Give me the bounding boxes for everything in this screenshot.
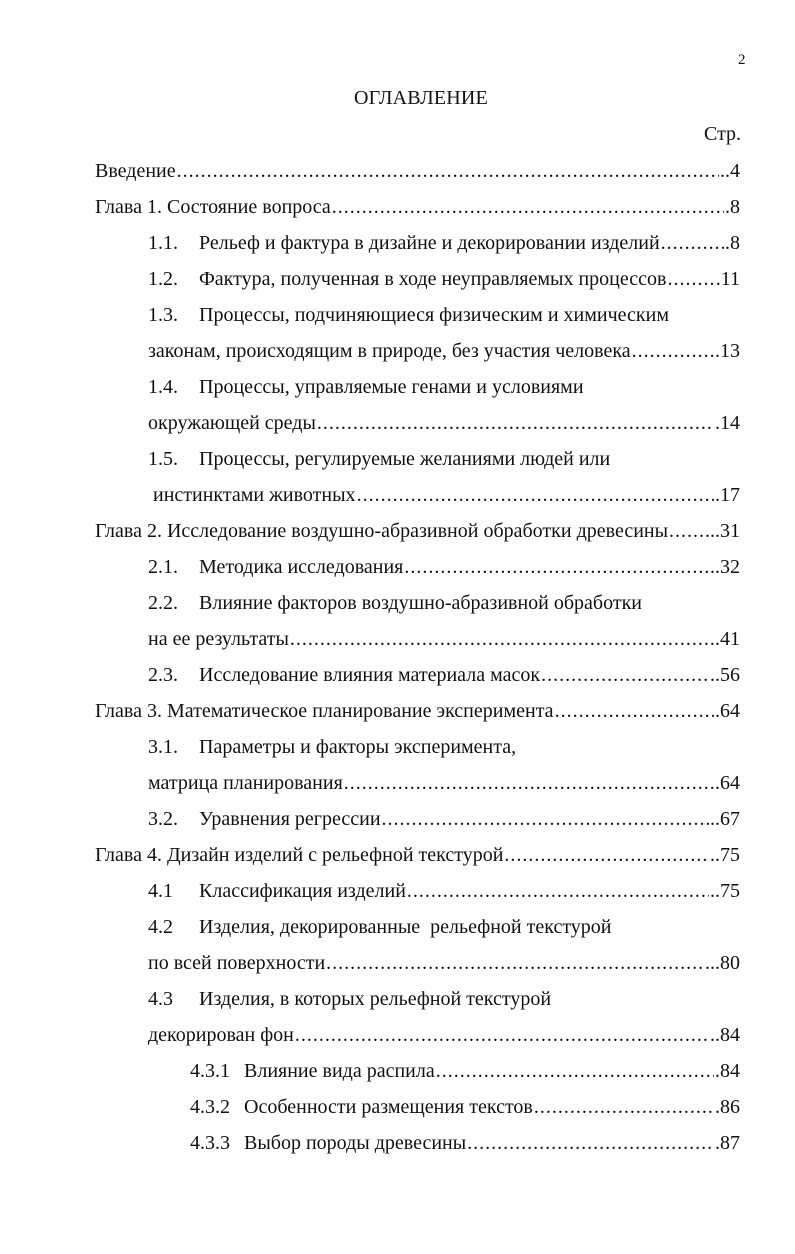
toc-entry-1-2	[0, 261, 795, 297]
toc-entry-page: ..75	[710, 880, 740, 902]
toc-entry-text: Методика исследования	[199, 556, 404, 578]
toc-entry-2-2	[0, 585, 795, 621]
toc-entry-chapter-3	[0, 693, 795, 729]
leader-dots	[504, 837, 709, 873]
toc-entry-page: ..32	[710, 556, 740, 578]
toc-entry-introduction	[0, 153, 795, 189]
toc-entry-number: 4.1	[148, 880, 173, 902]
toc-entry-page: .86	[715, 1096, 740, 1118]
toc-entry-text: Параметры и факторы эксперимента,	[199, 736, 517, 758]
toc-entry-text: Исследование влияния материала масок	[199, 664, 541, 686]
leader-dots	[669, 513, 709, 549]
toc-entry-page: .13	[715, 340, 740, 362]
toc-entry-page: .87	[715, 1132, 740, 1154]
toc-entry-page: .17	[715, 484, 740, 506]
toc-entry-chapter-1	[0, 189, 795, 225]
toc-entry-4-3-cont	[0, 1017, 795, 1053]
toc-entry-number: 4.3.1	[190, 1060, 230, 1082]
leader-dots	[382, 801, 709, 837]
page-number: 2	[738, 52, 746, 68]
toc-entry-number: 4.3.3	[190, 1132, 230, 1154]
toc-entry-page: .84	[715, 1060, 740, 1082]
toc-entry-page: .64	[715, 700, 740, 722]
toc-entry-2-3	[0, 657, 795, 693]
toc-entry-4-2-cont	[0, 945, 795, 981]
toc-entry-4-3-3	[0, 1125, 795, 1161]
toc-entry-text: Изделия, в которых рельефной текстурой	[199, 988, 552, 1010]
toc-entry-1-4-cont	[0, 405, 795, 441]
leader-dots	[326, 945, 704, 981]
table-of-contents	[0, 153, 795, 1161]
toc-entry-4-3-1	[0, 1053, 795, 1089]
toc-entry-text: Процессы, управляемые генами и условиями	[199, 376, 584, 398]
toc-entry-page: .8	[725, 196, 740, 218]
toc-entry-1-4	[0, 369, 795, 405]
page-title: ОГЛАВЛЕНИЕ	[354, 87, 488, 109]
toc-entry-text-continued: матрица планирования	[148, 772, 343, 794]
toc-entry-page: .41	[715, 628, 740, 650]
leader-dots	[317, 405, 714, 441]
toc-entry-text: Процессы, регулируемые желаниями людей или	[199, 448, 611, 470]
toc-entry-text: Классификация изделий	[199, 880, 406, 902]
toc-entry-text: Глава 1. Состояние вопроса	[95, 196, 331, 218]
leader-dots	[295, 1017, 709, 1053]
toc-entry-number: 1.4.	[148, 376, 178, 398]
toc-entry-1-1	[0, 225, 795, 261]
toc-entry-text: Рельеф и фактура в дизайне и декорировании изделий	[199, 232, 660, 254]
toc-entry-4-2	[0, 909, 795, 945]
toc-entry-chapter-2	[0, 513, 795, 549]
toc-entry-text: Фактура, полученная в ходе неуправляемых процессов	[199, 268, 667, 290]
leader-dots	[555, 693, 714, 729]
toc-entry-3-2	[0, 801, 795, 837]
toc-entry-4-3	[0, 981, 795, 1017]
toc-entry-number: 3.1.	[148, 736, 178, 758]
toc-entry-text: Выбор породы древесины	[244, 1132, 467, 1154]
toc-entry-text-continued: декорирован фон	[148, 1024, 294, 1046]
toc-entry-number: 4.3	[148, 988, 173, 1010]
toc-entry-text-continued: законам, происходящим в природе, без участия человека	[148, 340, 631, 362]
toc-entry-text: Процессы, подчиняющиеся физическим и химическим	[199, 304, 669, 326]
toc-entry-number: 2.1.	[148, 556, 178, 578]
toc-entry-page: ...80	[705, 952, 740, 974]
toc-entry-page: .8	[725, 232, 740, 254]
page-column-label: Стр.	[704, 123, 742, 145]
toc-entry-2-1	[0, 549, 795, 585]
toc-entry-4-3-2	[0, 1089, 795, 1125]
toc-entry-page: ..31	[710, 520, 740, 542]
leader-dots	[407, 873, 709, 909]
toc-entry-1-3	[0, 297, 795, 333]
toc-entry-number: 2.2.	[148, 592, 178, 614]
toc-entry-page: .14	[715, 412, 740, 434]
toc-entry-page: ..75	[710, 844, 740, 866]
leader-dots	[357, 477, 714, 513]
toc-entry-page: ..4	[720, 160, 740, 182]
leader-dots	[632, 333, 714, 369]
toc-entry-1-5-cont	[0, 477, 795, 513]
toc-entry-text: Особенности размещения текстов	[244, 1096, 533, 1118]
toc-entry-text: Влияние вида распила	[244, 1060, 435, 1082]
toc-entry-4-1	[0, 873, 795, 909]
leader-dots	[661, 225, 724, 261]
leader-dots	[177, 153, 719, 189]
toc-entry-chapter-4	[0, 837, 795, 873]
toc-entry-number: 3.2.	[148, 808, 178, 830]
toc-entry-1-3-cont	[0, 333, 795, 369]
toc-entry-3-1-cont	[0, 765, 795, 801]
leader-dots	[467, 1125, 714, 1161]
toc-entry-number: 1.1.	[148, 232, 178, 254]
leader-dots	[534, 1089, 714, 1125]
toc-entry-2-2-cont	[0, 621, 795, 657]
toc-entry-number: 2.3.	[148, 664, 178, 686]
toc-entry-text: Изделия, декорированные рельефной текстурой	[199, 916, 612, 938]
leader-dots	[667, 261, 714, 297]
toc-entry-text: Уравнения регрессии	[199, 808, 381, 830]
toc-entry-text-continued: на ее результаты	[148, 628, 289, 650]
leader-dots	[404, 549, 709, 585]
toc-entry-number: 1.3.	[148, 304, 178, 326]
toc-entry-number: 4.2	[148, 916, 173, 938]
leader-dots	[541, 657, 709, 693]
leader-dots	[332, 189, 724, 225]
toc-entry-page: ..84	[710, 1024, 740, 1046]
leader-dots	[290, 621, 714, 657]
toc-entry-number: 1.5.	[148, 448, 178, 470]
toc-entry-page: ..67	[710, 808, 740, 830]
toc-entry-text: Глава 4. Дизайн изделий с рельефной текстурой	[95, 844, 504, 866]
toc-entry-text-continued: окружающей среды	[148, 412, 316, 434]
toc-entry-1-5	[0, 441, 795, 477]
toc-entry-page: ..56	[710, 664, 740, 686]
toc-entry-text-continued: инстинктами животных	[153, 484, 356, 506]
toc-entry-page: .64	[715, 772, 740, 794]
toc-entry-text-continued: по всей поверхности	[148, 952, 326, 974]
toc-entry-page: .11	[715, 268, 740, 290]
toc-entry-3-1	[0, 729, 795, 765]
leader-dots	[436, 1053, 714, 1089]
leader-dots	[344, 765, 714, 801]
toc-entry-number: 4.3.2	[190, 1096, 230, 1118]
toc-entry-text: Глава 2. Исследование воздушно-абразивной обработки древесины	[95, 520, 669, 542]
toc-entry-number: 1.2.	[148, 268, 178, 290]
toc-entry-text: Введение	[95, 160, 176, 182]
toc-entry-text: Глава 3. Математическое планирование эксперимента	[95, 700, 554, 722]
toc-entry-text: Влияние факторов воздушно-абразивной обработки	[199, 592, 643, 614]
